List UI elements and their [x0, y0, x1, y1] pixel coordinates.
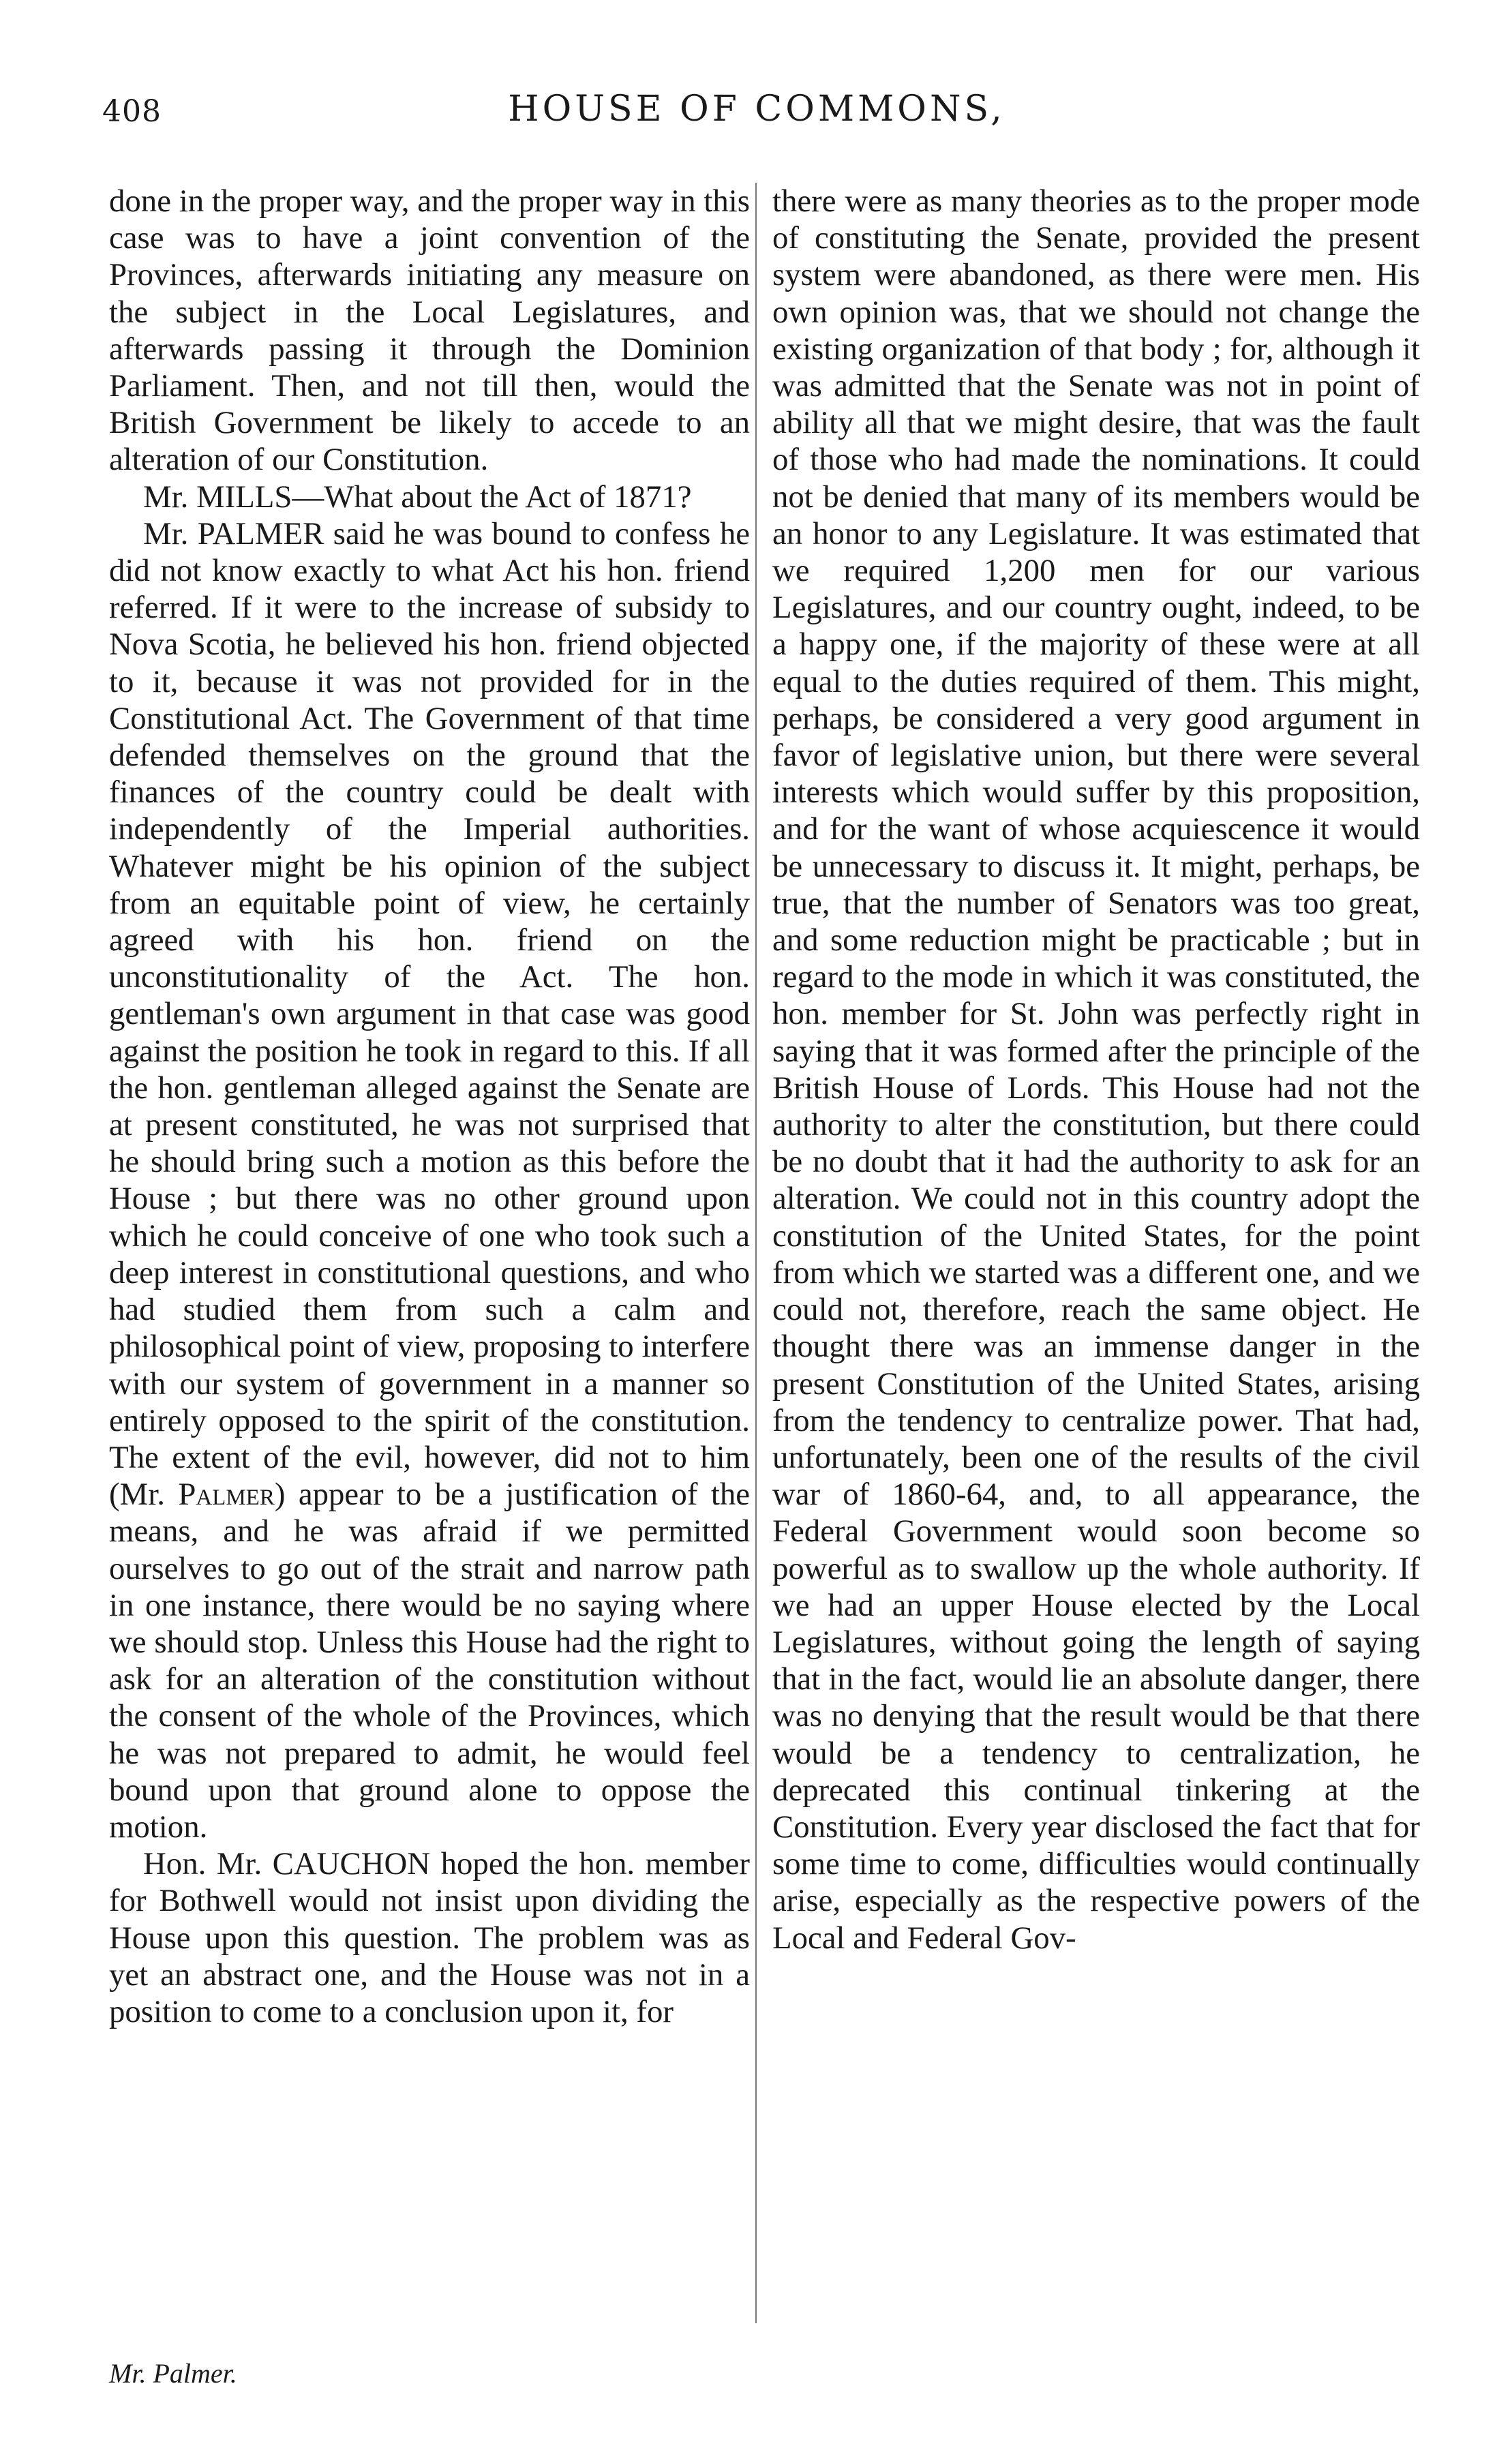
left-column	[109, 183, 750, 2030]
page-header	[102, 89, 1411, 143]
right-column	[772, 183, 1420, 1956]
left-paragraph-3-part-a: Mr. PALMER said he was bound to confess he did not know exactly to what Act his hon. friend referred. If it were to the increase of subsidy to Nova Scotia, he believed his hon. friend objected to it, because it was not provided for in the Constitutional Act. The Government of that time defended themselves on the ground that the finances of the country could be dealt with independently of the Imperial authorities. Whatever might be his opinion of the subject from an equitable point of view, he certainly agreed with his hon. friend on the unconstitutionality of the Act. The hon. gentleman's own argument in that case was good against the position he took in regard to this. If all the hon. gentleman alleged against the Senate are at present constituted, he was not surprised that he should bring such a motion as this before the House ; but there was no other ground upon which he could conceive of one who took such a deep interest in constitutional questions, and who had studied them from such a calm and philosophical point of view, proposing to interfere with our system of government in a manner so entirely opposed to the spirit of the constitution. The extent of the evil, however, did not to him (Mr.	[109, 515, 750, 1513]
speaker-name-small-caps: Palmer	[178, 1477, 275, 1513]
left-paragraph-3	[109, 515, 750, 1845]
footer-catchword: Mr. Palmer.	[109, 2358, 237, 2389]
left-paragraph-2: Mr. MILLS—What about the Act of 1871?	[143, 479, 692, 515]
running-head: HOUSE OF COMMONS,	[508, 89, 1006, 130]
column-divider	[755, 183, 757, 2323]
left-paragraph-4: Hon. Mr. CAUCHON hoped the hon. member for Bothwell would not insist upon dividing the House upon this question. The problem was as yet an abstract one, and the House was not in a position to come to a conclusion upon it, for	[109, 1846, 750, 2029]
left-paragraph-3-part-b: ) appear to be a justification of the means, and he was afraid if we permitted ourselves to go out of the strait and narrow path in one instance, there would be no saying where we should stop. Unless this House had the right to ask for an alteration of the constitution without the consent of the whole of the Provinces, which he was not prepared to admit, he would feel bound upon that ground alone to oppose the motion.	[109, 1477, 750, 1845]
page-number: 408	[102, 94, 162, 129]
left-paragraph-1: done in the proper way, and the proper way in this case was to have a joint convention of the Provinces, afterwards initiating any measure on the subject in the Local Legislatures, and afterwards passing it through the Dominion Parliament. Then, and not till then, would the British Government be likely to accede to an alteration of our Constitution.	[109, 183, 750, 478]
right-paragraph-1: there were as many theories as to the proper mode of constituting the Senate, provided the present system were abandoned, as there were men. His own opinion was, that we should not change the existing organization of that body ; for, although it was admitted that the Senate was not in point of ability all that we might desire, that was the fault of those who had made the nominations. It could not be denied that many of its members would be an honor to any Legislature. It was estimated that we required 1,200 men for our various Legislatures, and our country ought, indeed, to be a happy one, if the majority of these were at all equal to the duties required of them. This might, perhaps, be considered a very good argument in favor of legislative union, but there were several interests which would suffer by this proposition, and for the want of whose acquiescence it would be unnecessary to discuss it. It might, perhaps, be true, that the number of Senators was too great, and some reduction might be practicable ; but in regard to the mode in which it was constituted, the hon. member for St. John was perfectly right in saying that it was formed after the principle of the British House of Lords. This House had not the authority to alter the constitution, but there could be no doubt that it had the authority to ask for an alteration. We could not in this country adopt the constitution of the United States, for the point from which we started was a different one, and we could not, therefore, reach the same object. He thought there was an immense danger in the present Constitution of the United States, arising from the tendency to centralize power. That had, unfortunately, been one of the results of the civil war of 1860-64, and, to all appearance, the Federal Government would soon become so powerful as to swallow up the whole authority. If we had an upper House elected by the Local Legislatures, without going the length of saying that in the fact, would lie an absolute danger, there was no denying that the result would be that there would be a tendency to centralization, he deprecated this continual tinkering at the Constitution. Every year disclosed the fact that for some time to come, difficulties would continually arise, especially as the respective powers of the Local and Federal Gov-	[772, 183, 1420, 1956]
